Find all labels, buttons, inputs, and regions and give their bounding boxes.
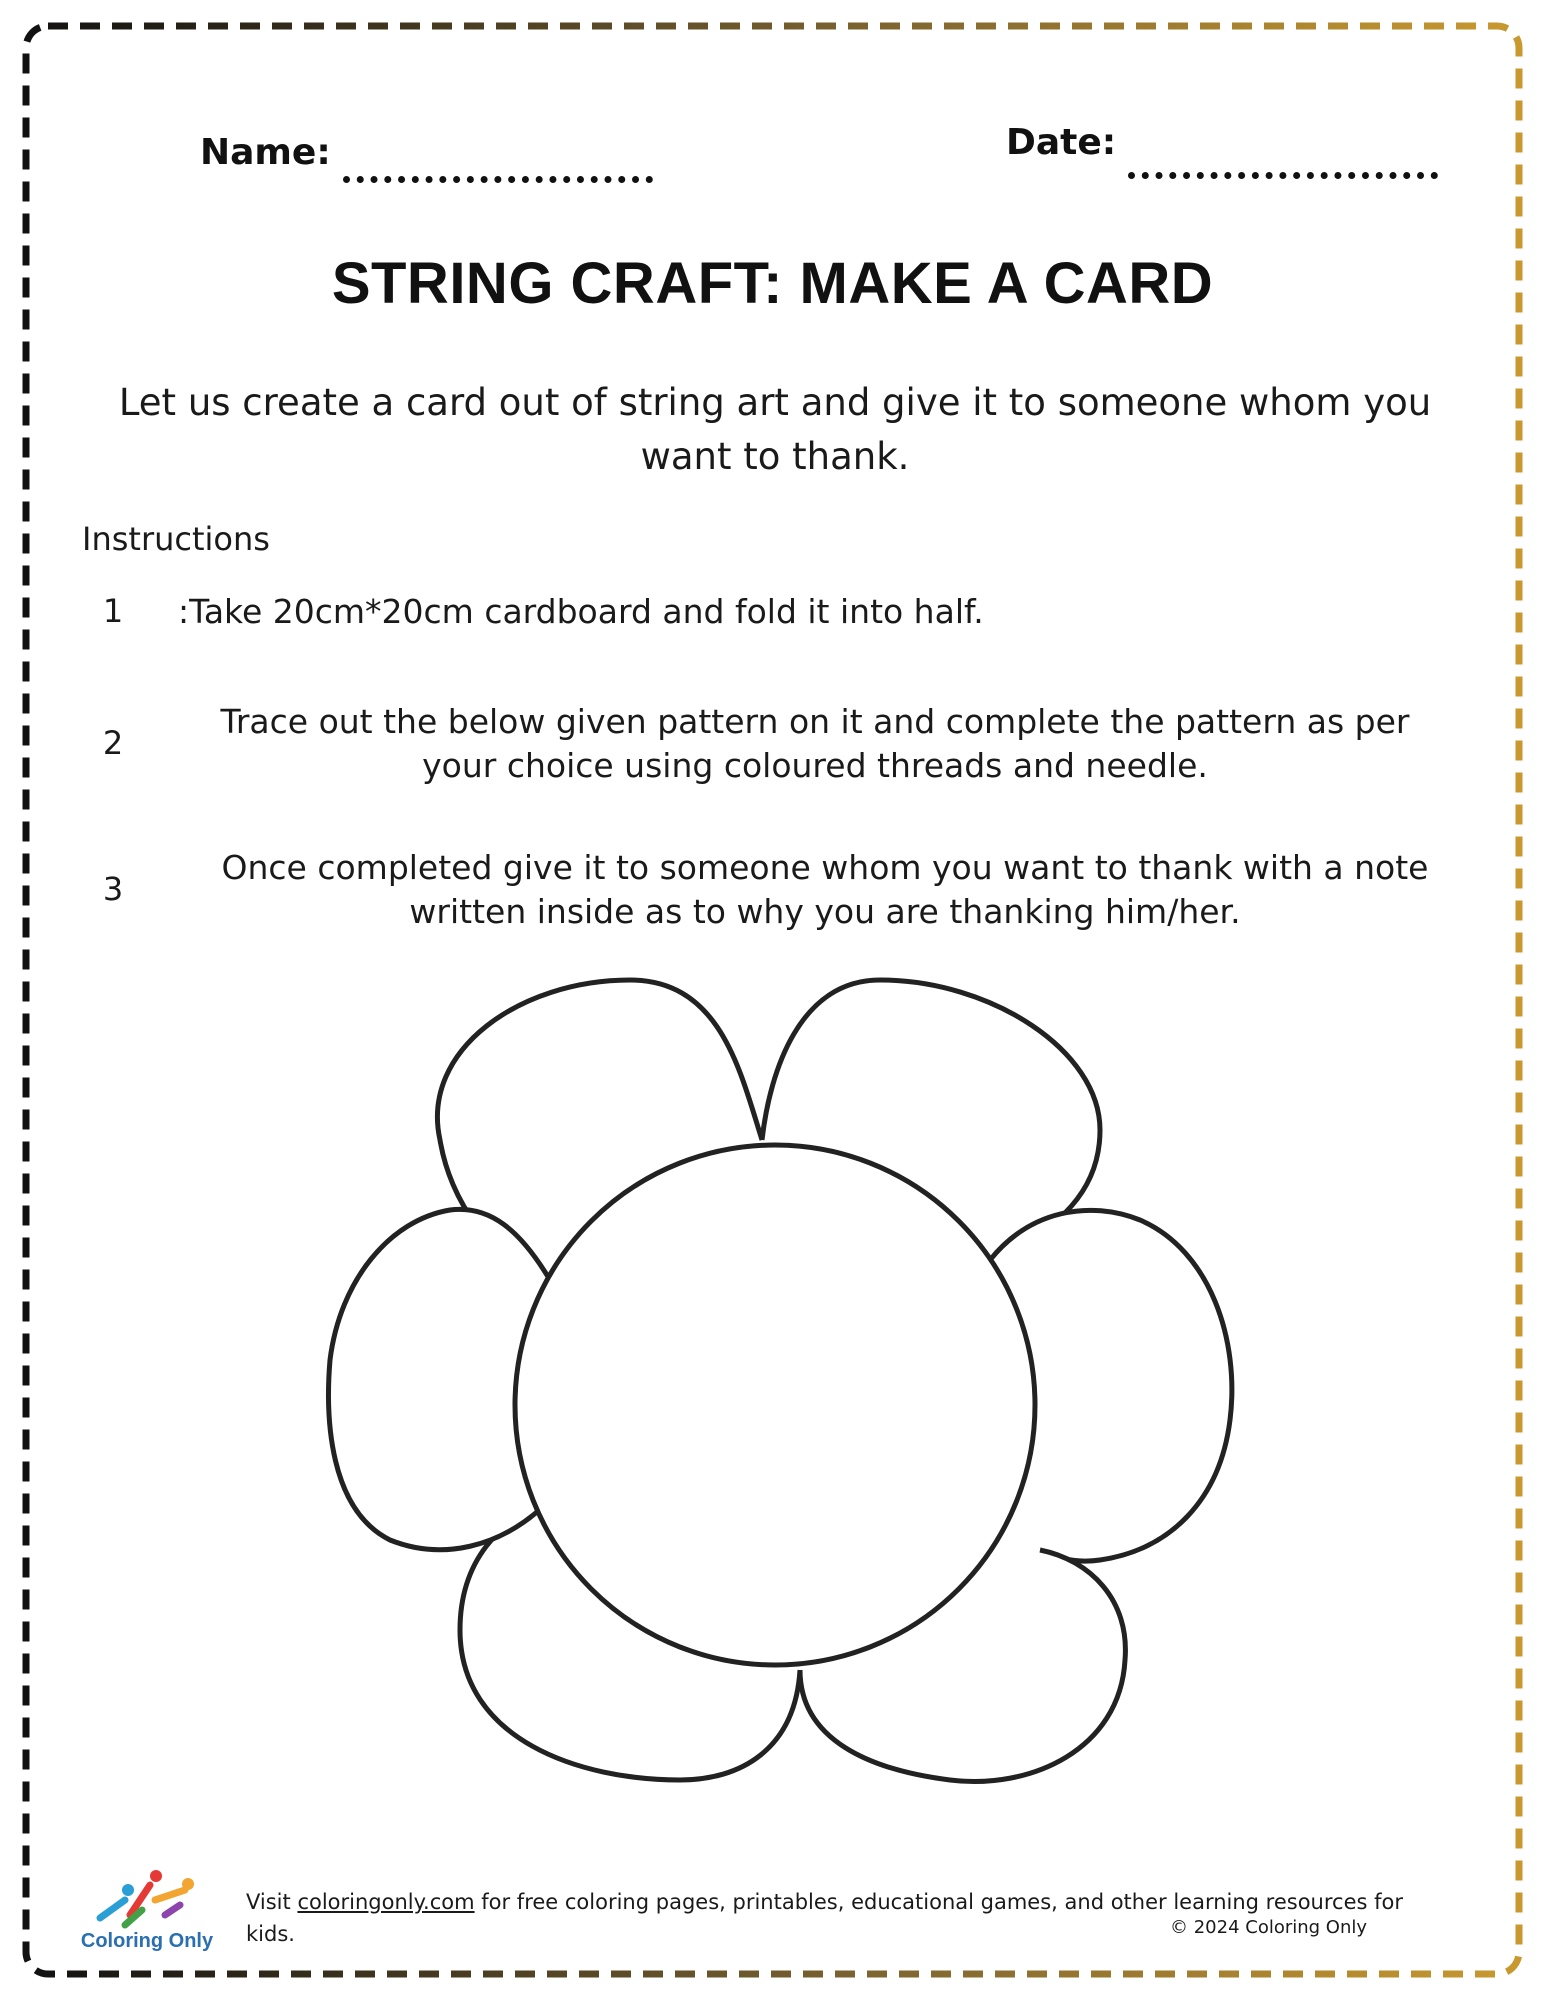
footer-visit-prefix: Visit (246, 1890, 298, 1914)
intro-text: Let us create a card out of string art and give it to someone whom you want to thank. (118, 381, 1432, 478)
instructions-heading: Instructions (82, 520, 270, 558)
copyright-text: © 2024 Coloring Only (1170, 1917, 1368, 1938)
step-number-2: 2 (102, 724, 124, 762)
date-label: Date: (1006, 122, 1117, 163)
step-number-3: 3 (102, 870, 124, 908)
name-dotted-line[interactable] (343, 166, 653, 183)
step-text-1: :Take 20cm*20cm cardboard and fold it into half. (178, 592, 984, 631)
step-number-1: 1 (102, 592, 124, 630)
name-field[interactable] (200, 132, 653, 183)
step-text-2: Trace out the below given pattern on it and complete the pattern as per your choice using coloured threads and needle. (220, 702, 1410, 785)
footer-site-link[interactable]: coloringonly.com (297, 1890, 475, 1914)
flower-center-circle (515, 1145, 1035, 1665)
footer-visit-suffix: for free coloring pages, printables, educational games, and other learning resources for kids. (246, 1890, 1403, 1946)
flower-outline-icon (300, 960, 1250, 1850)
page-title: STRING CRAFT: MAKE A CARD (331, 251, 1214, 316)
date-field[interactable] (1006, 122, 1438, 179)
logo-text: Coloring Only (80, 1930, 214, 1952)
name-label: Name: (200, 132, 331, 173)
step-text-3: Once completed give it to someone whom you want to thank with a note written inside as to why you are thanking him/her. (221, 848, 1429, 931)
date-dotted-line[interactable] (1128, 162, 1438, 179)
